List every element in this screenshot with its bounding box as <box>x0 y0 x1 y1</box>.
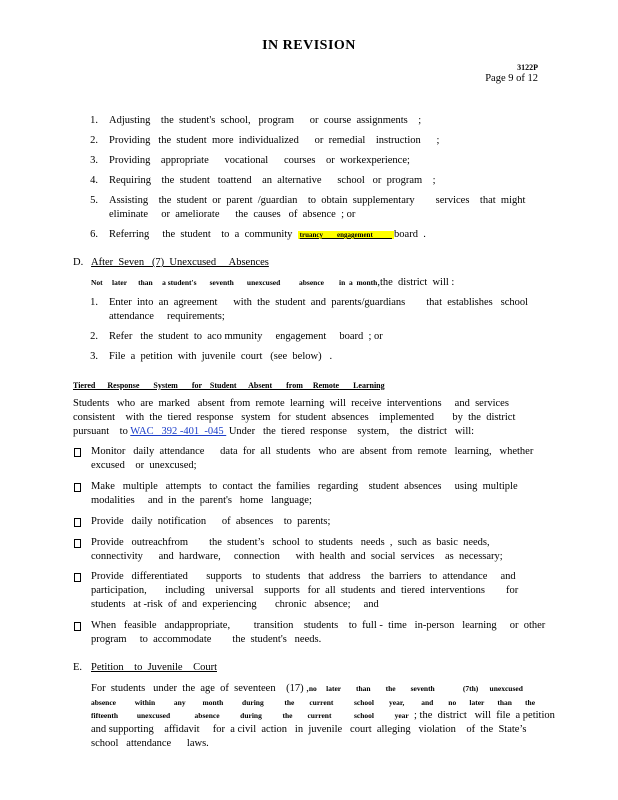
list-item-number: 1. <box>90 115 98 126</box>
list-item-text-cont: attendance requirements; <box>109 311 225 322</box>
bullet-text: When feasible andappropriate, transition students to full - time in-person learning or other <box>91 620 546 631</box>
list-item-number: 2. <box>90 331 98 342</box>
list-item-number: 4. <box>90 175 98 186</box>
bullet-text: Provide outreachfrom the student’s school to students needs , such as basic needs, <box>91 537 490 548</box>
page-title: IN REVISION <box>262 38 356 53</box>
tiered-paragraph-line: consistent with the tiered response system for student absences implemented by the district <box>73 412 516 423</box>
bullet-text: Monitor daily attendance data for all students who are absent from remote learning, whether <box>91 446 534 457</box>
list-item-number: 2. <box>90 135 98 146</box>
bullet-box-icon <box>74 518 81 527</box>
bullet-text-cont: students at -risk of and experiencing chronic absence; and <box>91 599 379 610</box>
list-item-number: 3. <box>90 351 98 362</box>
text-segment: Under the tiered response system, the district will: <box>226 426 475 437</box>
list-item-text: Enter into an agreement with the student and parents/guardians that establishes school <box>109 297 529 308</box>
list-item-text: Assisting the student or parent /guardian to obtain supplementary services that might <box>109 195 526 206</box>
list-item-text: Providing appropriate vocational courses or workexperience; <box>109 155 410 166</box>
petition-line <box>91 709 555 722</box>
bullet-text: Provide differentiated supports to students that address the barriers to attendance and <box>91 571 516 582</box>
small-text: fifteenth unexcused absence during the current school year <box>91 711 409 720</box>
section-letter: D. <box>73 257 84 268</box>
list-item-text: Providing the student more individualized or remedial instruction ; <box>109 135 440 146</box>
list-item-number: 1. <box>90 297 98 308</box>
section-letter: E. <box>73 662 83 673</box>
section-intro <box>91 276 454 289</box>
petition-line: school attendance laws. <box>91 738 209 749</box>
petition-line: absence within any month during the current school year, and no later than the <box>91 698 536 707</box>
page-number: Page 9 of 12 <box>485 73 538 84</box>
tiered-paragraph-line <box>73 425 474 438</box>
text-segment: ; the district will file a petition <box>408 710 555 721</box>
bullet-text: Provide daily notification of absences to parents; <box>91 516 331 527</box>
tiered-paragraph-line: Students who are marked absent from remote learning will receive interventions and services <box>73 398 509 409</box>
bullet-box-icon <box>74 622 81 631</box>
text-segment: board . <box>394 229 426 240</box>
text-segment: pursuant to <box>73 426 131 437</box>
wac-link[interactable]: WAC 392 -401 -045 <box>130 426 227 437</box>
bullet-box-icon <box>74 539 81 548</box>
list-item-text: Refer the student to aco mmunity engagement board ; or <box>109 331 383 342</box>
small-text: Not later than a student's seventh unexcused absence in a month <box>91 278 378 287</box>
bullet-text-cont: excused or unexcused; <box>91 460 197 471</box>
bullet-text-cont: modalities and in the parent's home language; <box>91 495 312 506</box>
list-item-text: File a petition with juvenile court (see below) . <box>109 351 333 362</box>
bullet-text-cont: connectivity and hardware, connection with health and social services as necessary; <box>91 551 503 562</box>
bullet-text-cont: participation, including universal supports for all students and tiered interventions for <box>91 585 519 596</box>
list-item-text: Adjusting the student's school, program or course assignments ; <box>109 115 422 126</box>
bullet-text-cont: program to accommodate the student's needs. <box>91 634 322 645</box>
text-segment: ,the district will : <box>377 277 455 288</box>
list-item-text-cont: eliminate or ameliorate the causes of absence ; or <box>109 209 356 220</box>
small-text: no later than the seventh (7th) unexcused <box>308 684 523 693</box>
petition-line <box>91 682 523 695</box>
tiered-heading: Tiered Response System for Student Absent from Remote Learning <box>73 381 385 390</box>
list-item-text: Requiring the student toattend an alternative school or program ; <box>109 175 436 186</box>
text-segment: Referring the student to a community <box>109 229 298 240</box>
list-item-number: 3. <box>90 155 98 166</box>
policy-code: 3122P <box>517 63 538 72</box>
list-item-text <box>109 228 426 242</box>
list-item-number: 6. <box>90 229 98 240</box>
bullet-box-icon <box>74 573 81 582</box>
bullet-text: Make multiple attempts to contact the families regarding student absences using multiple <box>91 481 518 492</box>
text-segment: For students under the age of seventeen (17) , <box>91 683 309 694</box>
bullet-box-icon <box>74 448 81 457</box>
highlighted-text: truancy engagement <box>299 231 393 239</box>
bullet-box-icon <box>74 483 81 492</box>
section-heading: After Seven (7) Unexcused Absences <box>91 257 269 268</box>
section-heading: Petition to Juvenile Court <box>91 662 217 673</box>
petition-line: and supporting affidavit for a civil action in juvenile court alleging violation of the State’s <box>91 724 527 735</box>
list-item-number: 5. <box>90 195 98 206</box>
